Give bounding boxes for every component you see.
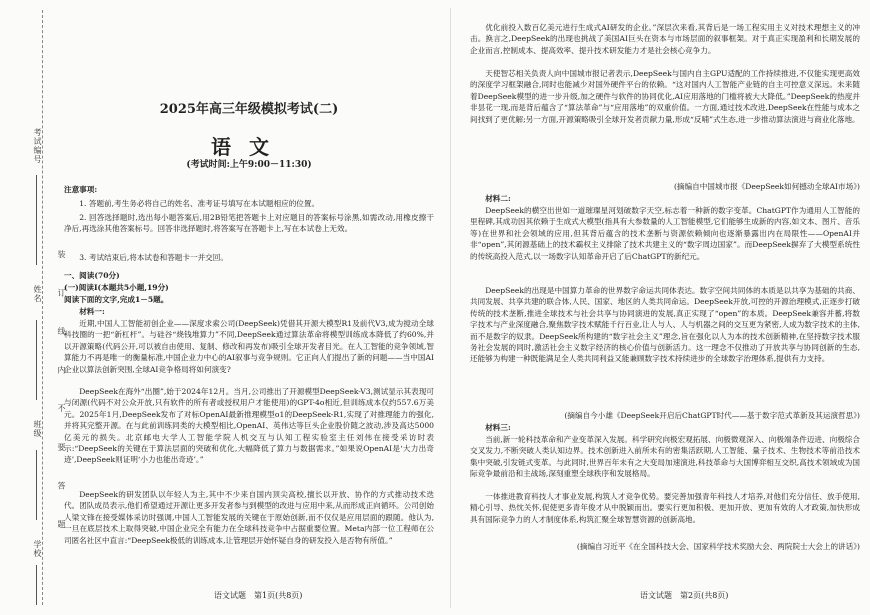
label-school: 学校 [33, 540, 42, 558]
name-line [36, 320, 37, 400]
class-line [36, 450, 37, 520]
page-footer: 语文试题 第2页(共8页) [640, 591, 729, 600]
material-2-paragraph: DeepSeek的出现是中国算力革命的世界数字命运共同体表达。数字空间共同体的本质是以共享为基础的共商、共同发展、共享共建的联合体,人民、国家、地区的人类共同命运。DeepSeek开放,可控的开源治理模式,正逐步打破传统的技术垄断,推进全球技术与社会共享与协同演进的发展,真正实现了“open”的本质。DeepSeek兼容并蓄,将数字技术与产业深度融合,聚焦数字技术赋能千行百业,让人与人、人与机器之间的交互更为紧密,人成为数字技术的主体,而不是数字的奴隶。DeepSeek所构建的“数字社会主义”理念,旨在强化以人为本的技术创新精神,在坚持数字技术服务社会发展的同时,激活社会主义数字经济的核心价值与创新活力。这一理念不仅推动了开放共享与协同创新的生态,还能够为构建一种既能满足全人类共同利益又能兼顾数字技术持续进步的全球数字治理体系,提供有力支持。 [470, 286, 860, 364]
source-citation: (摘编自中国城市报《DeepSeek如何撼动全球AI市场》) [673, 182, 860, 191]
notice-item-1: 1. 答题前,考生务必将自己的姓名、准考证号填写在本试题相应的位置。 [79, 199, 320, 208]
material-1-paragraph: DeepSeek在海外“出圈”,始于2024年12月。当月,公司推出了开源模型DeepSeek-V3,测试显示其表现可与闭源(代码不对公众开放,只有软件的所有者或授权用户才能使用)的GPT-4o相近,但训练成本仅约557.6万美元。2025年1月,DeepSeek发布了对标OpenAI最新推理模型o1的DeepSeek-R1,实现了对推理能力的强化,并将其完整开源。在与此前训练同类的大模型相比,OpenAI、英伟达等巨头企业股价随之波动,涉及高达5000亿美元的损失。北京邮电大学人工智能学院人机交互与认知工程实验室主任刘伟在接受采访时表示:“DeepSeek的关键在于算法层面的突破和优化,大幅降低了算力与数据需求。”如果说OpenAI是‘大力出奇迹’,DeepSeek则证明‘小力也能出奇迹’。” [64, 387, 434, 465]
notice-item-3: 3. 考试结束后,将本试卷和答题卡一并交回。 [79, 253, 228, 262]
subsection-heading: (一)阅读Ⅰ(本题共5小题,19分) [64, 283, 169, 292]
exam-id-line [36, 175, 37, 265]
label-name: 姓名 [33, 285, 42, 303]
material-1-label: 材料一: [79, 307, 105, 316]
notice-heading: 注意事项: [64, 185, 98, 194]
material-1-paragraph: DeepSeek的研发团队以年轻人为主,其中不少来自国内顶尖高校,擅长以开放、协作的方式推动技术迭代。团队成员表示,他们希望通过开源让更多开发者参与到模型的改进与应用中来,从而形成正向循环。公司创始人梁文锋在接受媒体采访时强调,中国人工智能发展的关键在于原始创新,而不仅仅是应用层面的跟随。他认为,一旦在底层技术上取得突破,中国企业完全有能力在全球科技竞争中占据重要位置。Meta内部一位工程师在公司匿名社区中直言:“DeepSeek极低的训练成本,让管理层开始怀疑自身的研发投入是否物有所值。” [64, 490, 434, 545]
material-3-label: 材料三: [485, 423, 511, 432]
material-2-label: 材料二: [485, 194, 511, 203]
source-citation: (摘编自今小雄《DeepSeek开启后ChatGPT时代——基于数字范式革新及其运演哲思》) [564, 411, 860, 420]
subject-title: 语文 [211, 135, 287, 159]
material-1-paragraph: 近期,中国人工智能初创企业——深度求索公司(DeepSeek)凭借其开源大模型R1及前代V3,成为搅动全球科技圈的一把“新杠杆”。与硅谷“烧钱堆算力”不同,DeepSeek通过算法革命将模型训练成本降低了约60%,并以开源策略(代码公开,可以被自由使用、复制、修改和再发布)吸引全球开发者目光。在人工智能的竞争领域,智算能力不再是唯一的衡量标准,中国企业力中心的AI叙事与竞争规则。它正向人们提出了新的问题——当中国AI企业以算法创新突围,全球AI竞争格局将如何演变? [64, 319, 434, 374]
label-class: 班级 [33, 420, 42, 438]
material-3-paragraph: 当前,新一轮科技革命和产业变革深入发展。科学研究向极宏观拓展、向极微观深入、向极端条件迈进、向极综合交叉发力,不断突破人类认知边界。技术创新进入前所未有的密集活跃期,人工智能、量子技术、生物技术等前沿技术集中突破,引发链式变革。与此同时,世界百年未有之大变局加速演进,科技革命与大国博弈相互交织,高技术领域成为国际竞争最前沿和主战场,深刻重塑全球秩序和发展格局。 [470, 435, 860, 479]
material-1-paragraph: 天使智芯相关负责人向中国城市报记者表示,DeepSeek与国内自主GPU适配的工作持续推进,不仅能实现更高效的深度学习框架融合,同时也能减少对国外硬件平台的依赖。“这对国内人工智能产业链的自主可控意义深远。未来随着DeepSeek模型的进一步升级,加之硬件与软件的协同优化,AI应用落地的门槛将被大大降低。”DeepSeek的热度并非昙花一现,而是背后蕴含了“算法革命”与“应用落地”的双重价值。一方面,通过技术改进,DeepSeek在性能与成本之间找到了更优解;另一方面,开源策略吸引全球开发者贡献力量,形成“反哺”式生态,进一步推动算法演进与商业化落地。 [470, 69, 860, 124]
material-2-paragraph: DeepSeek的横空出世如一道璀璨星河划破数字天空,标志着一种新的数字变革。ChatGPT作为通用人工智能的里程碑,其成功因其依赖于生成式大模型(指具有大参数量的人工智能模型,它们能够生成新的内容,如文本、图片、音乐等)在世界和社会领域的应用,但其背后蕴含的技术垄断与资源依赖倾向也逐渐暴露出内在局限性——OpenAI并非“open”,其闭源基础上的技术霸权主义排除了技术共建主义的“数字周边国家”。而DeepSeek摒弃了大模型系统性的传统高投入范式,以一场数字认知革命开启了后ChatGPT的新纪元。 [470, 206, 860, 261]
exam-title: 2025年高三年级模拟考试(二) [159, 102, 339, 117]
source-citation: (摘编自习近平《在全国科技大会、国家科学技术奖励大会、两院院士大会上的讲话》) [576, 542, 860, 551]
column-divider [450, 8, 451, 608]
reading-instruction: 阅读下面的文字,完成1－5题。 [64, 295, 169, 304]
page-2 [470, 0, 860, 615]
label-exam-id: 考试编号 [33, 128, 42, 164]
material-3-paragraph: 一体推进教育科技人才事业发展,构筑人才竞争优势。要完善加强青年科技人才培养,对他们充分信任、放手使用,精心引导、热忱关怀,促使更多青年俊才从中脱颖而出。要实行更加积极、更加开放、更加有效的人才政策,加快形成具有国际竞争力的人才制度体系,构筑汇聚全球智慧资源的创新高地。 [470, 492, 860, 524]
material-1-paragraph: 优化前投入数百亿美元进行生成式AI研发的企业。”深层次来看,其背后是一场工程实用主义对技术理想主义的冲击。换言之,DeepSeek的出现也挑战了美国AI巨头在资本与市场层面的叙事框架。对于真正实现盈利和长期发展的企业而言,控制成本、提高效率、提升技术研发能力才是社会核心竞争力。 [470, 23, 860, 55]
exam-time: (考试时间:上午9:00－11:30) [186, 160, 312, 170]
cut-line [42, 10, 43, 605]
notice-item-2: 2. 回答选择题时,选出每小题答案后,用2B铅笔把答题卡上对应题目的答案标号涂黑,如需改动,用橡皮擦干净后,再选涂其他答案标号。回答非选择题时,将答案写在答题卡上,写在本试卷上无效。 [64, 213, 434, 234]
page-footer: 语文试题 第1页(共8页) [214, 591, 303, 600]
page-1 [64, 0, 434, 615]
school-line [36, 565, 37, 605]
binding-margin [0, 0, 52, 615]
seal-line-text: 装 订 线 内 不 要 答 题 [57, 250, 66, 542]
section-heading: 一、阅读(70分) [64, 271, 120, 280]
